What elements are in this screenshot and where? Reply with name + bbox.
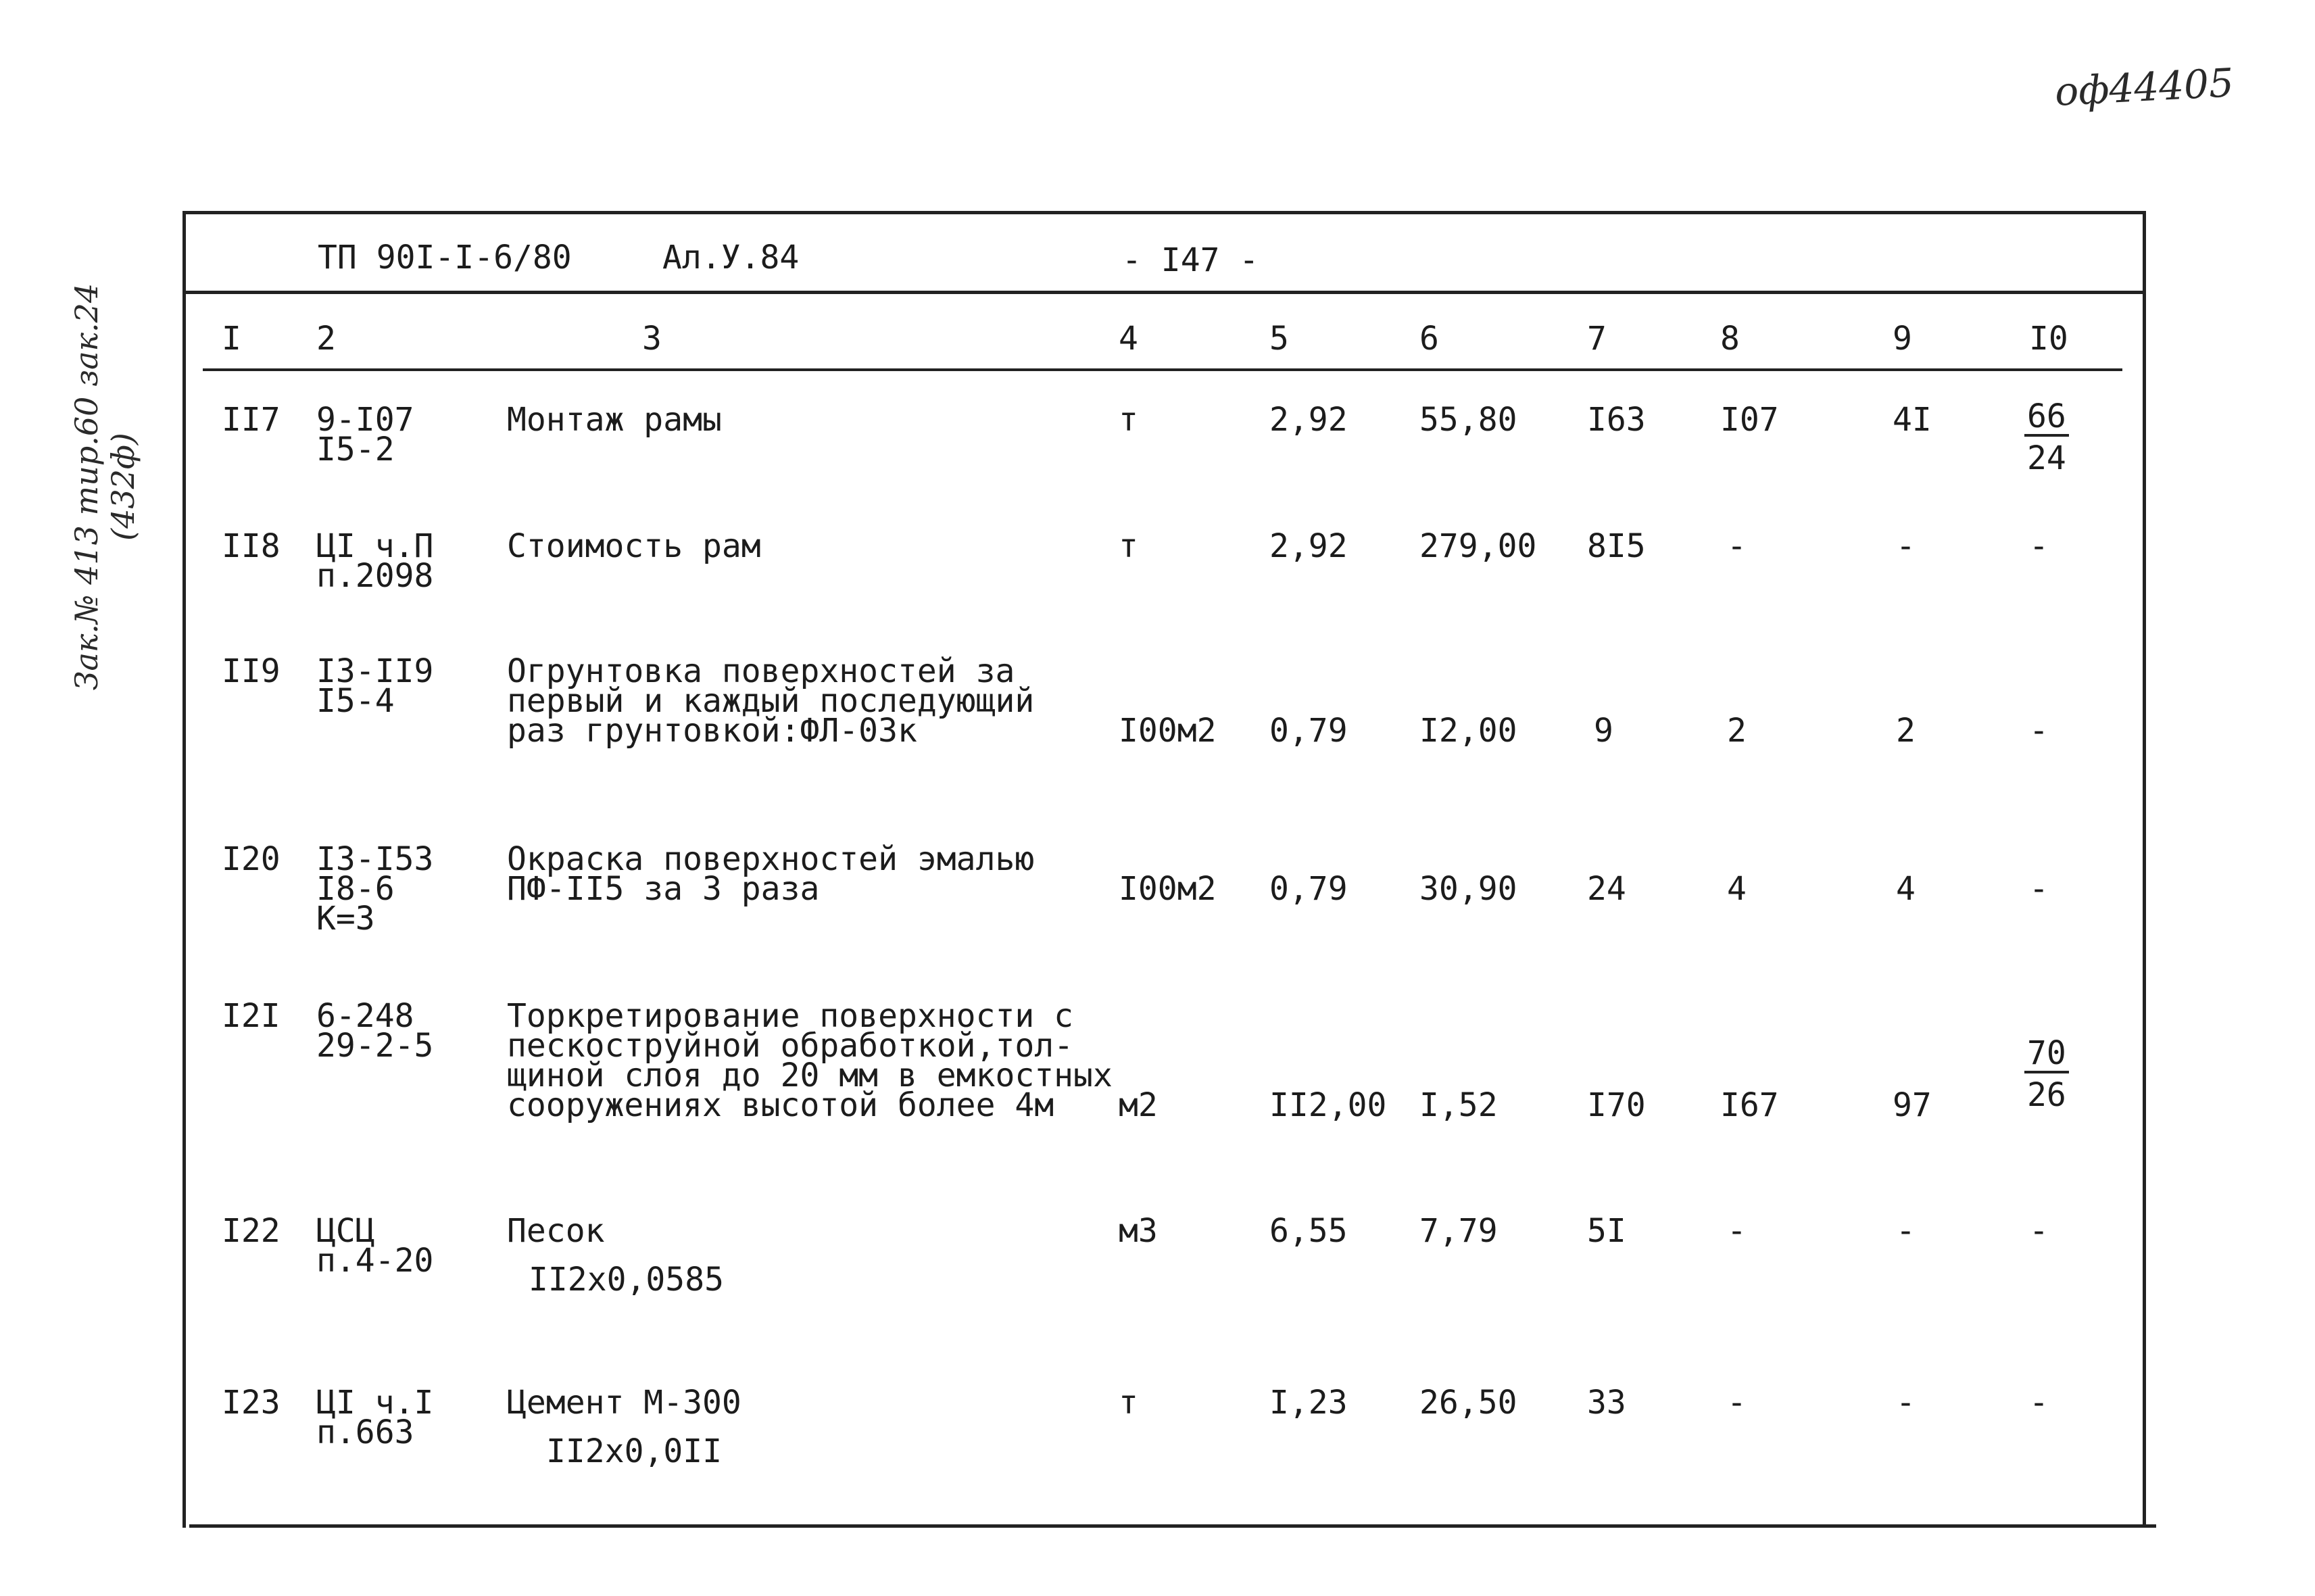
column-10-fraction [2024, 399, 2069, 477]
column-9-value: 2 [1896, 712, 1916, 750]
work-description: раз грунтовкой:ФЛ-03к [507, 712, 917, 750]
column-9-value: 4I [1893, 401, 1932, 439]
unit: I00м2 [1119, 870, 1217, 908]
column-10-value: - [2029, 1212, 2049, 1250]
rate-code: I8-6 [316, 870, 395, 908]
material-name: Цемент М-300 [507, 1384, 741, 1422]
column-10-value: - [2029, 870, 2049, 908]
row-number: I22 [222, 1212, 281, 1250]
material-name: Песок [507, 1212, 605, 1250]
rate-code: ЦI ч.П [316, 527, 434, 565]
row-number: II7 [222, 401, 281, 439]
quantity: 2,92 [1269, 401, 1348, 439]
total-cost: 24 [1587, 870, 1626, 908]
total-cost: 33 [1587, 1384, 1626, 1422]
fraction-numerator: 66 [2024, 399, 2069, 437]
column-8-value: - [1727, 1212, 1747, 1250]
unit: т [1119, 401, 1138, 439]
fraction-denominator: 26 [2027, 1076, 2066, 1114]
page-number: - I47 - [1122, 241, 1259, 279]
quantity: 2,92 [1269, 527, 1348, 565]
work-description: ПФ-II5 за 3 раза [507, 870, 820, 908]
row-number: I2I [222, 997, 281, 1035]
unit: I00м2 [1119, 712, 1217, 750]
quantity: 0,79 [1269, 712, 1348, 750]
column-header: 4 [1119, 320, 1138, 358]
quantity: I,23 [1269, 1384, 1348, 1422]
document-code: ТП 90I-I-6/80 [318, 239, 572, 276]
total-cost: 8I5 [1587, 527, 1646, 565]
rate-code: 9-I07 [316, 401, 414, 439]
rate-code: К=3 [316, 900, 375, 938]
row-number: II8 [222, 527, 281, 565]
unit-price: I2,00 [1419, 712, 1517, 750]
work-description: щиной слоя до 20 мм в емкостных [507, 1057, 1113, 1094]
column-header: 5 [1269, 320, 1289, 358]
column-10-value: - [2029, 1384, 2049, 1422]
column-9-value: - [1896, 1212, 1916, 1250]
unit-price: 279,00 [1419, 527, 1537, 565]
column-8-value: 2 [1727, 712, 1747, 750]
column-header: 6 [1419, 320, 1439, 358]
total-cost: 9 [1594, 712, 1613, 750]
work-description: Торкретирование поверхности с [507, 997, 1074, 1035]
row-number: I20 [222, 840, 281, 878]
unit: т [1119, 527, 1138, 565]
unit-price: 7,79 [1419, 1212, 1498, 1250]
rate-code: п.4-20 [316, 1242, 434, 1280]
work-description: Стоимость рам [507, 527, 761, 565]
material-calculation: II2х0,0II [546, 1432, 723, 1470]
work-description: Окраска поверхностей эмалью [507, 840, 1035, 878]
frame-bottom-border [189, 1524, 2156, 1528]
work-description: Монтаж рамы [507, 401, 722, 439]
column-8-value: - [1727, 1384, 1747, 1422]
header-separator [182, 291, 2143, 294]
frame-right-border [2143, 211, 2146, 1528]
rate-code: п.663 [316, 1413, 414, 1451]
column-8-value: I67 [1720, 1086, 1779, 1124]
column-10-value: - [2029, 527, 2049, 565]
work-description: Огрунтовка поверхностей за [507, 652, 1015, 690]
rate-code: ЦI ч.I [316, 1384, 434, 1422]
column-8-value: I07 [1720, 401, 1779, 439]
column-header: 3 [642, 320, 662, 358]
row-number: II9 [222, 652, 281, 690]
total-cost: I70 [1587, 1086, 1646, 1124]
fraction-denominator: 24 [2027, 439, 2066, 477]
rate-code: 6-248 [316, 997, 414, 1035]
column-9-value: 97 [1893, 1086, 1932, 1124]
work-description: первый и каждый последующий [507, 682, 1035, 720]
column-9-value: - [1896, 1384, 1916, 1422]
total-cost: 5I [1587, 1212, 1626, 1250]
column-header: I [222, 320, 241, 358]
side-margin-note: Зак.№ 413 тир.60 зак.24 (432ф) [68, 283, 141, 691]
row-number: I23 [222, 1384, 281, 1422]
work-description: сооружениях высотой более 4м [507, 1086, 1054, 1124]
column-header: I0 [2029, 320, 2068, 358]
unit: м3 [1119, 1212, 1158, 1250]
unit-price: 26,50 [1419, 1384, 1517, 1422]
column-10-fraction [2024, 1036, 2069, 1114]
column-header: 2 [316, 320, 336, 358]
total-cost: I63 [1587, 401, 1646, 439]
rate-code: I3-II9 [316, 652, 434, 690]
quantity: 0,79 [1269, 870, 1348, 908]
column-9-value: 4 [1896, 870, 1916, 908]
column-9-value: - [1896, 527, 1916, 565]
unit-price: I,52 [1419, 1086, 1498, 1124]
rate-code: п.2098 [316, 557, 434, 595]
frame-top-border [182, 211, 2143, 214]
unit: м2 [1119, 1086, 1158, 1124]
column-header: 8 [1720, 320, 1740, 358]
quantity: II2,00 [1269, 1086, 1387, 1124]
rate-code: I3-I53 [316, 840, 434, 878]
column-8-value: - [1727, 527, 1747, 565]
material-calculation: II2х0,0585 [529, 1261, 724, 1299]
rate-code: 29-2-5 [316, 1027, 434, 1065]
column-header: 7 [1587, 320, 1607, 358]
column-header-rule [203, 368, 2122, 371]
archive-stamp: оф44405 [2053, 59, 2235, 115]
unit-price: 55,80 [1419, 401, 1517, 439]
frame-left-border [182, 211, 186, 1528]
quantity: 6,55 [1269, 1212, 1348, 1250]
fraction-numerator: 70 [2024, 1036, 2069, 1073]
rate-code: I5-4 [316, 682, 395, 720]
album-number: Ал.У.84 [662, 239, 800, 276]
unit: т [1119, 1384, 1138, 1422]
rate-code: I5-2 [316, 431, 395, 468]
column-header: 9 [1893, 320, 1912, 358]
column-8-value: 4 [1727, 870, 1747, 908]
unit-price: 30,90 [1419, 870, 1517, 908]
work-description: пескоструйной обработкой,тол- [507, 1027, 1074, 1065]
rate-code: ЦСЦ [316, 1212, 375, 1250]
column-10-value: - [2029, 712, 2049, 750]
